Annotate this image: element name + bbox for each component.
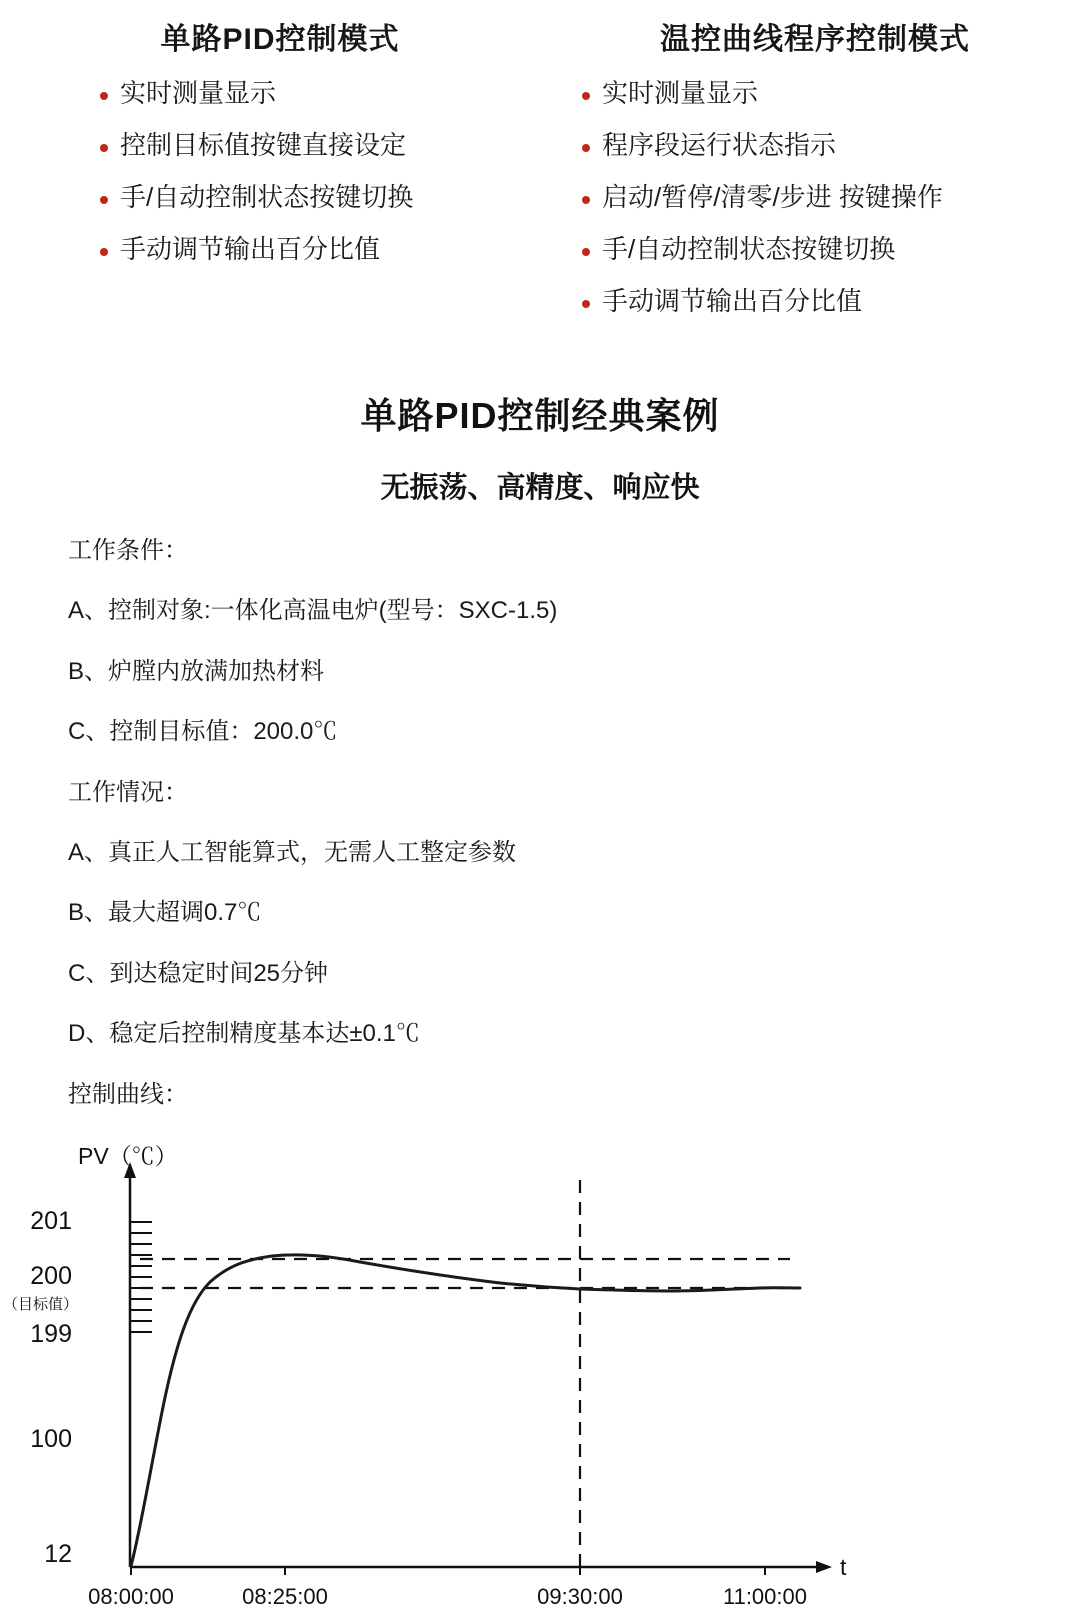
x-axis-label: t xyxy=(840,1553,847,1580)
chart-svg xyxy=(0,1142,1080,1612)
y-tick-label: 100 xyxy=(30,1424,72,1453)
feature-columns xyxy=(0,0,1080,340)
x-tick-label: 11:00:00 xyxy=(722,1583,808,1609)
feature-column-pid xyxy=(0,14,520,340)
case-line: 控制曲线： xyxy=(68,1080,188,1108)
list-item: 手/自动控制状态按键切换 xyxy=(86,184,520,236)
y-tick-label: 200 xyxy=(30,1261,72,1290)
feature-title-program: 温控曲线程序控制模式 xyxy=(660,23,970,56)
y-axis-label: PV（℃） xyxy=(78,1142,178,1169)
case-body xyxy=(0,538,1080,1108)
list-item: 程序段运行状态指示 xyxy=(568,132,1080,184)
feature-title-pid: 单路PID控制模式 xyxy=(160,23,400,56)
case-line: 工作条件： xyxy=(68,537,188,564)
x-tick-label: 09:30:00 xyxy=(537,1583,623,1609)
list-item: 实时测量显示 xyxy=(86,80,520,132)
case-line: A、真正人工智能算式，无需人工整定参数 xyxy=(68,838,517,866)
case-line: A、控制对象:一体化高温电炉(型号：SXC-1.5) xyxy=(68,597,558,625)
feature-list-pid xyxy=(60,80,520,288)
list-item: 手动调节输出百分比值 xyxy=(86,236,520,288)
x-tick-label: 08:00:00 xyxy=(88,1583,174,1609)
case-line: 工作情况： xyxy=(68,778,188,806)
y-tick-label: 201 xyxy=(30,1206,72,1235)
y-tick-note: （目标值） xyxy=(2,1295,78,1313)
x-tick-label: 08:25:00 xyxy=(242,1583,328,1609)
list-item: 手/自动控制状态按键切换 xyxy=(568,236,1080,288)
case-subtitle: 无振荡、高精度、响应快 xyxy=(380,472,700,504)
case-line: C、到达稳定时间25分钟 xyxy=(68,959,329,987)
x-axis-arrow xyxy=(816,1561,832,1573)
list-item: 启动/暂停/清零/步进 按键操作 xyxy=(568,184,1080,236)
case-line: B、炉膛内放满加热材料 xyxy=(68,657,325,685)
control-curve-chart xyxy=(0,1142,1080,1612)
pv-curve xyxy=(131,1255,800,1566)
y-minor-ticks xyxy=(131,1222,152,1332)
case-line: B、最大超调0.7℃ xyxy=(68,899,262,927)
feature-list-program xyxy=(560,80,1080,340)
list-item: 控制目标值按键直接设定 xyxy=(86,132,520,184)
list-item: 实时测量显示 xyxy=(568,80,1080,132)
list-item: 手动调节输出百分比值 xyxy=(568,288,1080,340)
feature-column-program xyxy=(520,14,1080,340)
case-title: 单路PID控制经典案例 xyxy=(360,395,720,436)
y-tick-label: 199 xyxy=(30,1319,72,1348)
case-line: D、稳定后控制精度基本达±0.1℃ xyxy=(68,1020,420,1048)
y-tick-label: 12 xyxy=(44,1539,72,1568)
case-line: C、控制目标值：200.0℃ xyxy=(68,718,338,746)
